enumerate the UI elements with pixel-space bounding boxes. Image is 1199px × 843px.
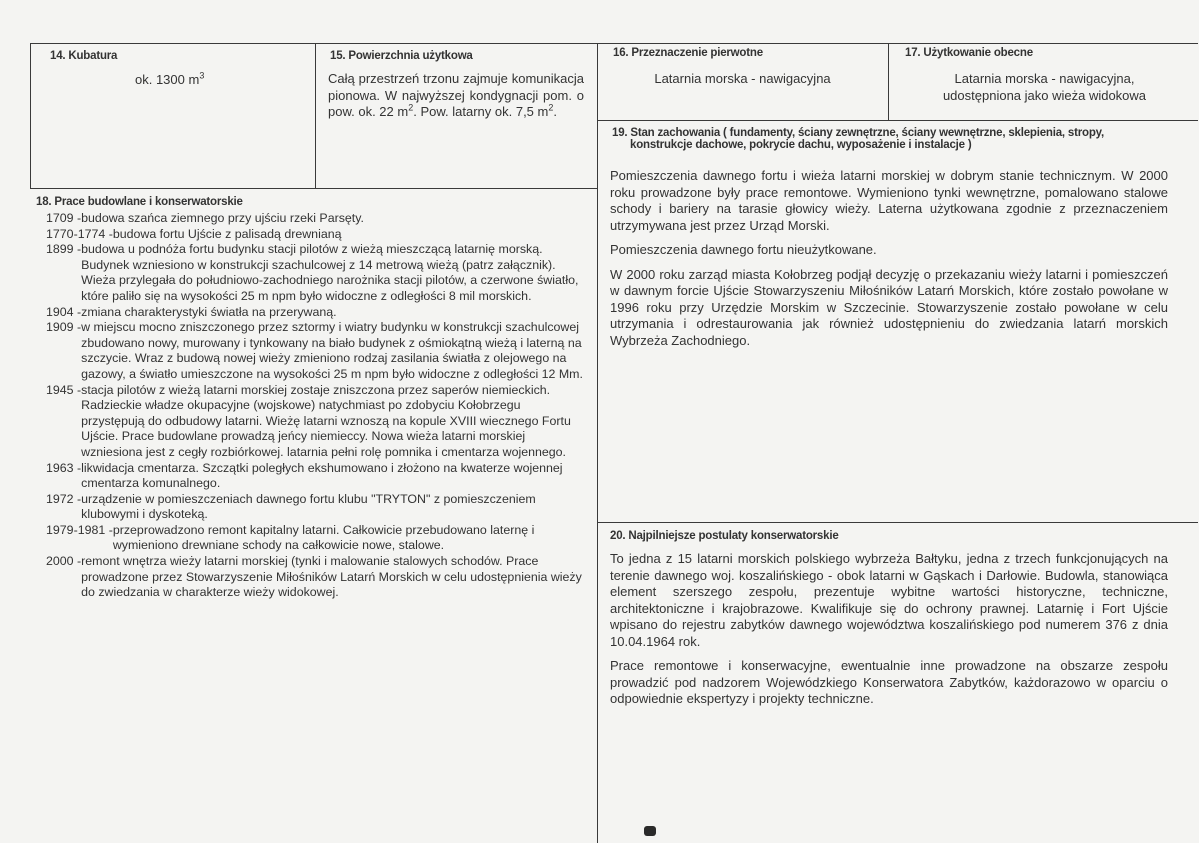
entry-year: 1972 -	[46, 491, 82, 506]
line-under-14-15	[30, 188, 597, 189]
usable-area-text-3: .	[553, 104, 557, 119]
condition-paragraph: Pomieszczenia dawnego fortu i wieża latarni morskiej w dobrym stanie technicznym. W 2000 roku prowadzone były prace remontowe. Wymieniono tynki wewnętrzne, pomalowano stalowe schody i bariery na tarasie głowicy wieży. Laterna użytkowana zgodnie z przeznaczeniem utrzymywana jest przez Urząd Morski.	[610, 168, 1168, 233]
entry-text: stacja pilotów z wieżą latarni morskiej zostaje zniszczona przez saperów niemieckich. Radzieckie władze okupacyjne (wojskowe) natychmiast po zdobyciu Kołobrzegu przystępują do odbudowy latarni. Wieżę latarni wznoszą na kopule XVIII wiecznego Fortu Ujście. Prace budowlane prowadzą jeńcy niemieccy. Nowa wieża latarni morskiej wzniesiona jest z cegły rozbiórkowej. latarnia pełni rolę pomnika i cmentarza wojennego.	[81, 382, 571, 459]
section-15-header: 15. Powierzchnia użytkowa	[330, 50, 473, 62]
history-entry	[46, 305, 586, 321]
entry-text: budowa fortu Ujście z palisadą drewnianą	[112, 226, 342, 241]
history-entry	[46, 227, 586, 243]
section-20-text	[610, 551, 1168, 716]
section-17-value	[892, 71, 1197, 104]
entry-year: 1979-1981 -	[46, 522, 113, 537]
entry-year: 1945 -	[46, 382, 82, 397]
section-18-header: 18. Prace budowlane i konserwatorskie	[36, 196, 243, 208]
section-20-header: 20. Najpilniejsze postulaty konserwatorskie	[610, 530, 839, 542]
entry-text: przeprowadzono remont kapitalny latarni. Całkowicie przebudowano laternę i wymieniono drewniane schody na całkowicie nowe, stalowe.	[112, 522, 535, 553]
section-14-header: 14. Kubatura	[50, 50, 118, 62]
section-19-text	[610, 168, 1168, 357]
divider-main	[597, 43, 598, 843]
postulate-paragraph: To jedna z 15 latarni morskich polskiego wybrzeża Bałtyku, jedna z trzech funkcjonujących na terenie dawnego woj. koszalińskiego - obok latarni w Gąskach i Darłowie. Budowla, stanowiąca element szerszego zespołu, prezentuje wybitne wartości historyczne, techniczne, architektoniczne i krajobrazowe. Kwalifikuje się do ochrony prawnej. Latarnię i Fort Ujście wpisano do rejestru zabytków dawnego województwa koszalińskiego pod numerem 376 z dnia 10.04.1964 rok.	[610, 551, 1168, 649]
entry-text: likwidacja cmentarza. Szczątki poległych ekshumowano i złożono na kwaterze wojennej cmentarza komunalnego.	[81, 460, 563, 491]
entry-year: 1709 -	[46, 211, 82, 225]
section-16-value: Latarnia morska - nawigacyjna	[654, 71, 831, 86]
cubature-value: ok. 1300 m	[135, 72, 200, 87]
section-17-line-1: Latarnia morska - nawigacyjna,	[954, 71, 1135, 86]
entry-text: remont wnętrza wieży latarni morskiej (tynki i malowanie stalowych schodów. Prace prowadzone przez Stowarzyszenie Miłośników Latarń Morskich w celu udostępnienia wieży do zwiedzania w charakterze wieży widokowej.	[81, 554, 582, 600]
history-entry	[46, 383, 586, 461]
entry-year: 1899 -	[46, 242, 82, 257]
line-above-20	[597, 522, 1198, 523]
divider-16-17	[888, 43, 889, 120]
divider-14-15	[315, 43, 316, 188]
section-14-value	[135, 72, 204, 89]
entry-year: 1904 -	[46, 304, 82, 319]
section-19-header-line-2: konstrukcje dachowe, pokrycie dachu, wyposażenie i instalacje )	[630, 139, 972, 151]
section-18-entries	[46, 211, 586, 601]
history-entry	[46, 492, 586, 523]
section-17-header: 17. Użytkowanie obecne	[905, 47, 1033, 59]
entry-year: 1909 -	[46, 320, 82, 335]
entry-text: budowa szańca ziemnego przy ujściu rzeki Parsęty.	[81, 211, 364, 225]
entry-text: urządzenie w pomieszczeniach dawnego fortu klubu "TRYTON" z pomieszczeniem klubowymi i dyskoteką.	[81, 491, 536, 522]
left-edge	[30, 43, 31, 188]
section-16-header: 16. Przeznaczenie pierwotne	[613, 47, 763, 59]
top-border	[30, 43, 1198, 44]
entry-text: w miejscu mocno zniszczonego przez sztormy i wiatry budynku w konstrukcji szachulcowej zbudowano nowy, murowany i tynkowany na biało budynek z ośmiokątną wieżą i laterną na szczycie. Wraz z budową nowej wieży zmieniono rodzaj zasilania światła z olejowego na gazowy, a światło umieszczone na wysokości 25 m npm było widoczne z odległości 12 Mm.	[81, 320, 583, 381]
condition-paragraph: W 2000 roku zarząd miasta Kołobrzeg podjął decyzję o przekazaniu wieży latarni i pomieszczeń w dawnym forcie Ujście Stowarzyszeniu Miłośników Latarń Morskich, które zostało powołane w 1996 roku przy Urzędzie Morskim w Szczecinie. Stowarzyszenie zostało powołane w celu utrzymania i odrestaurowania jak również udostępnieniu do zwiedzania latarń morskich Wybrzeża Zachodniego.	[610, 266, 1168, 348]
condition-paragraph: Pomieszczenia dawnego fortu nieużytkowane.	[610, 242, 877, 257]
history-entry	[46, 461, 586, 492]
section-19-header-line-1: 19. Stan zachowania ( fundamenty, ściany zewnętrzne, ściany wewnętrzne, sklepienia, stropy,	[612, 127, 1105, 139]
usable-area-text: Całą przestrzeń trzonu zajmuje komunikacja pionowa. W najwyższej kondygnacji pom. o pow. ok. 22 m	[328, 71, 584, 119]
section-19-header	[612, 127, 1192, 151]
entry-year: 2000 -	[46, 554, 82, 569]
entry-text: budowa u podnóża fortu budynku stacji pilotów z wieżą mieszczącą latarnię morską. Budynek wzniesiono w konstrukcji szachulcowej z 14 metrową wieżą (patrz załącznik). Wieża przylegała do południowo-zachodniego narożnika stacji pilotów, a czerwone światło, które paliło się na wysokości 25 m npm było widoczne z odległości 8 mil morskich.	[81, 242, 579, 303]
history-entry	[46, 523, 586, 554]
usable-area-sup: 2	[408, 102, 414, 113]
line-under-16-17	[597, 120, 1198, 121]
usable-area-sup-2: 2	[548, 102, 554, 113]
history-entry	[46, 242, 586, 304]
section-17-line-2: udostępniona jako wieża widokowa	[942, 87, 1147, 103]
scan-artifact-mark	[644, 826, 656, 836]
entry-year: 1770-1774 -	[46, 226, 113, 241]
history-entry	[46, 554, 586, 601]
usable-area-text-2: . Pow. latarny ok. 7,5 m	[413, 104, 549, 119]
history-entry	[46, 320, 586, 382]
entry-text: zmiana charakterystyki światła na przerywaną.	[81, 304, 337, 319]
postulate-paragraph: Prace remontowe i konserwacyjne, ewentualnie inne prowadzone na obszarze zespołu prowadzić pod nadzorem Wojewódzkiego Konserwatora Zabytków, każdorazowo w oparciu o odpowiednie ekspertyzy i projekty techniczne.	[610, 658, 1168, 706]
entry-year: 1963 -	[46, 460, 82, 475]
history-entry	[46, 211, 586, 227]
cubature-unit-sup: 3	[199, 70, 205, 81]
section-15-text	[328, 71, 584, 121]
